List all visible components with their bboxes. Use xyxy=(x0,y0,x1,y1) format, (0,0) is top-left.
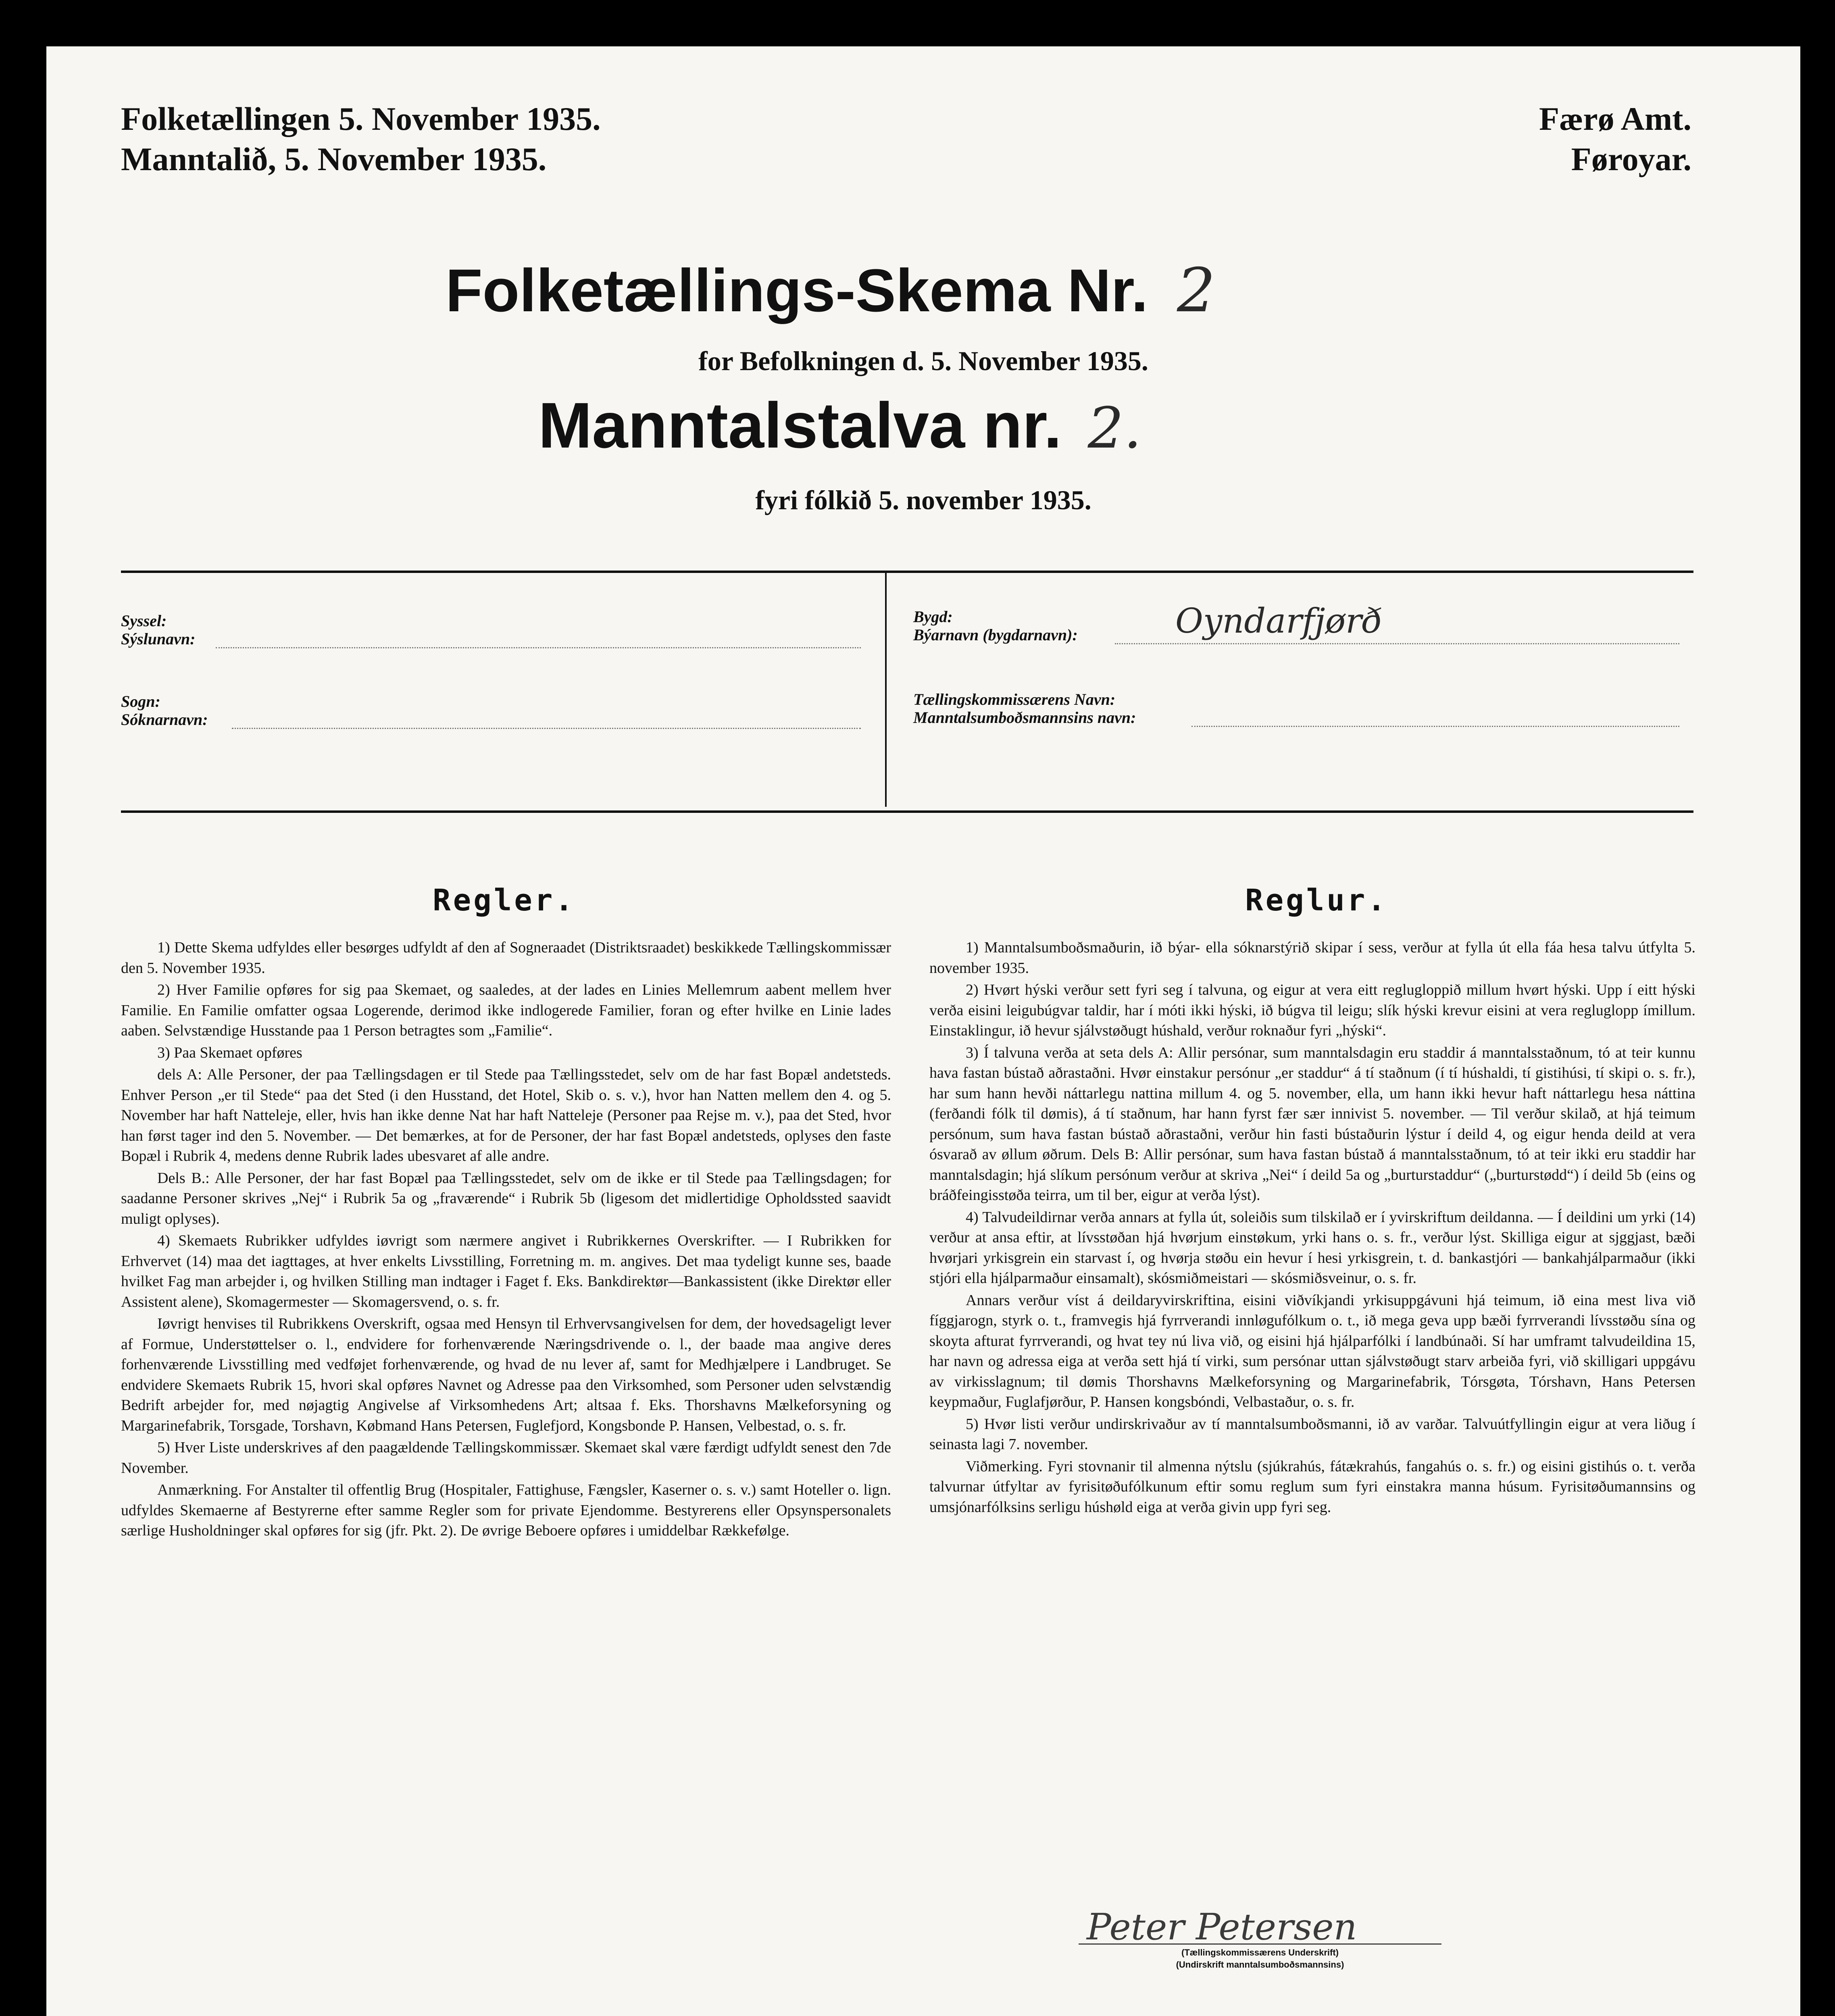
reglur-paragraph: Viðmerking. Fyri stovnanir til almenna nýtslu (sjúkrahús, fátækrahús, fangahús o. s. fr.) og eisini gistihús o. t. verða talvurnar útfyltar av fyrisitøðufólkunum eftir somu reglum sum fyri einstakra manna húsum. Fyrisitøðumannsins og umsjónarfólksins serligu húshøld eiga at verða givin upp fyri seg. xyxy=(929,1458,1695,1516)
signature-caption1: (Tællingskommissærens Underskrift) xyxy=(1181,1947,1339,1958)
regler-paragraph: 4) Skemaets Rubrikker udfyldes iøvrigt som nærmere angivet i Rubrikkernes Overskrifter. — I Rubrikken for Erhvervet (14) maa det iagttages, at hver enkelts Livsstilling, Forretning m. m. angives. Det maa tydeligt kunne ses, baade hvilket Fag man arbejder i, og hvilken Stilling man indtager i Faget f. Eks. Bankdirektør—Bankassistent (ikke Direktør eller Assistent alene), Skomagermester — Skomagersvend, o. s. fr. xyxy=(121,1232,891,1310)
reglur-paragraph: 2) Hvørt hýski verður sett fyri seg í talvuna, og eigur at vera eitt reglugloppið millum hvørt hýski. Upp í eitt hýski verða eisini leigubúgvar taldir, har í móti ikki hýski, ið búgva til leigu; slík hýski krevur eisini at vera regluglopp ímillum. Einstaklingur, ið hevur sjálvstøðugt húshald, verður roknaður fyri „hýski“. xyxy=(929,981,1695,1039)
header-left-line1: Folketællingen 5. November 1935. xyxy=(121,100,601,137)
signature-line xyxy=(1079,1943,1441,1945)
regler-paragraph: Anmærkning. For Anstalter til offentlig Brug (Hospitaler, Fattighuse, Fængsler, Kaserner o. s. v.) samt Hoteller o. lign. udfyldes Skemaerne af Bestyrerne efter samme Regler som for private Ejendomme. Bestyrerens eller Opsynspersonalets særlige Husholdninger skal opføres for sig (jfr. Pkt. 2). De øvrige Beboere opføres i umiddelbar Rækkefølge. xyxy=(121,1481,891,1539)
field-box-top-rule xyxy=(121,571,1693,573)
sogn-field[interactable] xyxy=(232,728,861,729)
regler-paragraph: Dels B.: Alle Personer, der har fast Bopæl paa Tællingsstedet, selv om de ikke er til Stede paa Tællingsdagen; for saadanne Personer skrives „Nej“ i Rubrik 5a og „fraværende“ i Rubrik 5b (ligesom det midlertidige Opholdssted saavidt muligt oplyses). xyxy=(121,1169,891,1227)
regler-text xyxy=(121,937,891,1543)
byarnavn-value: Oyndarfjørð xyxy=(1175,601,1382,641)
kommissaer-label: Tællingskommissærens Navn: xyxy=(913,690,1116,708)
skema-title-text: Folketællings-Skema Nr. xyxy=(446,256,1148,324)
reglur-text xyxy=(929,937,1695,1519)
manntal-subtitle: fyri fólkið 5. november 1935. xyxy=(755,485,1091,515)
reglur-paragraph: Annars verður víst á deildaryvirskriftina, eisini viðvíkjandi yrkisuppgávuni hjá teimum, ið eina mest liva við fíggjarogn, styrk o. t., framvegis hjá fyrrverandi innløgufólkum o. t., ið mega geva upp bæði fyrrverandi lívsstøðu sína og skoyta afturat fyrrverandi, og hvat tey nú liva við, og eisini hjá hjálparfólki í landbúnaði. Sí har umframt talvudeildina 15, har navn og adressa eiga at verða sett hjá tí virki, sum persónar uttan sjálvstøðugt starv arbeiða fyri, við skilligari uppgávu av virkisslagnum; til dømis Thorshavns Mælkeforsyning og Margarinefabrik, Tórsgøta, Tórshavn, Hans Petersen keypmaður, Fuglafjørður, P. Hansen kongsbóndi, Velbastaður, o. s. fr. xyxy=(929,1291,1695,1410)
reglur-paragraph: 1) Manntalsumboðsmaðurin, ið býar- ella sóknarstýrið skipar í sess, verður at fylla út ella fáa hesa talvu útfylta 5. november 1935. xyxy=(929,939,1695,977)
reglur-title: Reglur. xyxy=(1245,883,1388,918)
regler-title: Regler. xyxy=(433,883,575,918)
sogn-label: Sogn: xyxy=(121,692,160,710)
header-right-line2: Føroyar. xyxy=(1571,141,1691,177)
byarnavn-field[interactable] xyxy=(1115,643,1679,644)
byarnavn-label: Býarnavn (bygdarnavn): xyxy=(913,626,1078,644)
manntal-label: Manntalsumboðsmannsins navn: xyxy=(913,708,1136,727)
skema-number: 2 xyxy=(1177,256,1216,326)
syslunavn-label: Sýslunavn: xyxy=(121,630,196,648)
manntal-number: 2. xyxy=(1087,396,1142,461)
header-left-line2: Manntalið, 5. November 1935. xyxy=(121,141,547,177)
regler-paragraph: dels A: Alle Personer, der paa Tællingsdagen er til Stede paa Tællingsstedet, selv om de har fast Bopæl andetsteds. Enhver Person „er til Stede“ paa det Sted (i den Husstand, det Hotel, Skib o. s. v.), hvor han Natten mellem den 4. og 5. November har haft Natteleje, eller, hvis han ikke denne Nat har haft Natteleje (Personer paa Rejse m. v.), paa det Sted, hvor han først tager ind den 5. November. — Det bemærkes, at for de Personer, der har fast Bopæl andetsteds, oplyses den faste Bopæl i Rubrik 4, medens denne Rubrik lades ubesvaret af alle andre. xyxy=(121,1066,891,1164)
field-box-bottom-rule xyxy=(121,810,1693,813)
syssel-label: Syssel: xyxy=(121,612,167,630)
header-right-line1: Færø Amt. xyxy=(1539,100,1691,137)
signature-caption2: (Undirskrift manntalsumboðsmannsins) xyxy=(1176,1960,1344,1970)
bygd-label: Bygd: xyxy=(913,608,953,626)
skema-subtitle: for Befolkningen d. 5. November 1935. xyxy=(698,346,1148,376)
manntal-title xyxy=(538,389,1141,465)
syssel-field[interactable] xyxy=(216,647,861,648)
reglur-paragraph: 3) Í talvuna verða at seta dels A: Allir persónar, sum manntalsdagin eru staddir á manntalsstaðnum, tó at teir kunnu hava fastan bústað aðrastaðni. Hvør einstakur persónur „er staddur“ á tí staðnum (í tí húshaldi, tí gistihúsi, tí skipi o. s. fr.), har sum hann hevði náttarlegu nattina millum 4. og 5. november, ella, um hann ikki hevur haft náttarlegu hesa náttina (ferðandi fólk til dømis), á tí staðnum, har hann fyrst fær sær innivist 5. november. — Til verður skilað, at hjá teimum persónum, sum hava fastan bústað aðrastaðni, verður hin fasti bústaðurin lýstur í deild 4, og eigur henda deild at vera ósvarað av øllum øðrum. Dels B: Allir persónar, sum hava fastan bústað á manntalsstaðnum, tó at teir ikki eru staddir har manntalsdagin; hjá slíkum persónum verður at skriva „Nei“ í deild 5a og „burturstaddur“ („burturstødd“) í deild 5b (eins og bráðfeingisstøða teirra, um til ber, eigur at verða lýst). xyxy=(929,1044,1695,1204)
field-box-divider xyxy=(885,573,887,807)
regler-paragraph: 5) Hver Liste underskrives af den paagældende Tællingskommissær. Skemaet skal være færdigt udfyldt senest den 7de November. xyxy=(121,1439,891,1477)
kommissaer-field[interactable] xyxy=(1191,726,1679,727)
skema-title xyxy=(446,256,1215,325)
reglur-paragraph: 4) Talvudeildirnar verða annars at fylla út, soleiðis sum tilskilað er í yvirskriftum deildanna. — Í deildini um yrki (14) verður at ansa eftir, at lívsstøðan hjá hvørjum einstøkum, yrki hans o. s. fr., verður lýst. Skilliga eigur at sjggjast, bæði hvørjari yrkisgrein ein starvast í, og hvørja støðu ein hevur í hesi yrkisgrein, t. d. bankastjóri — bankahjálparmaður (ikki stjóri ella hjálparmaður einsamalt), skósmiðmeistari — skósmiðsveinur, o. s. fr. xyxy=(929,1208,1695,1287)
manntal-title-text: Manntalstalva nr. xyxy=(538,389,1062,461)
regler-paragraph: 3) Paa Skemaet opføres xyxy=(157,1044,302,1061)
regler-paragraph: 2) Hver Familie opføres for sig paa Skemaet, og saaledes, at der lades en Linies Mellemrum aabent mellem hver Familie. En Familie omfatter ogsaa Logerende, derimod ikke indlogerede Familier, foran og efter hvilke en Linie lades aaben. Selvstændige Husstande paa 1 Person betragtes som „Familie“. xyxy=(121,981,891,1039)
regler-paragraph: 1) Dette Skema udfyldes eller besørges udfyldt af den af Sogneraadet (Distriktsraadet) beskikkede Tællingskommissær den 5. November 1935. xyxy=(121,939,891,977)
regler-paragraph: Iøvrigt henvises til Rubrikkens Overskrift, ogsaa med Hensyn til Erhvervsangivelsen for dem, der hovedsageligt lever af Formue, Understøttelser o. l., endvidere for forhenværende Næringsdrivende o. l., der baade maa angive deres forhenværende Livsstilling med vedføjet forhenværende, og hvad de nu lever af, samt for Medhjælpere i Landbruget. Se endvidere Skemaets Rubrik 15, hvori skal opføres Navnet og Adresse paa den Virksomhed, som Personer uden selvstændig Bedrift arbejder for, med nøjagtig Angivelse af Virksomhedens Art; altsaa f. Eks. Thorshavns Mælkeforsyning og Margarinefabrik, Torsgade, Torshavn, Købmand Hans Petersen, Fuglefjord, Kongsbonde P. Hansen, Velbestad, o. s. fr. xyxy=(121,1315,891,1434)
census-form-sheet xyxy=(46,46,1800,2016)
soknarnavn-label: Sóknarnavn: xyxy=(121,710,208,729)
reglur-paragraph: 5) Hvør listi verður undirskrivaður av tí manntalsumboðsmanni, ið av varðar. Talvuútfyllingin eigur at vera liðug í seinasta lagi 7. november. xyxy=(929,1415,1695,1453)
signature-handwritten: Peter Petersen xyxy=(1087,1906,1357,1948)
